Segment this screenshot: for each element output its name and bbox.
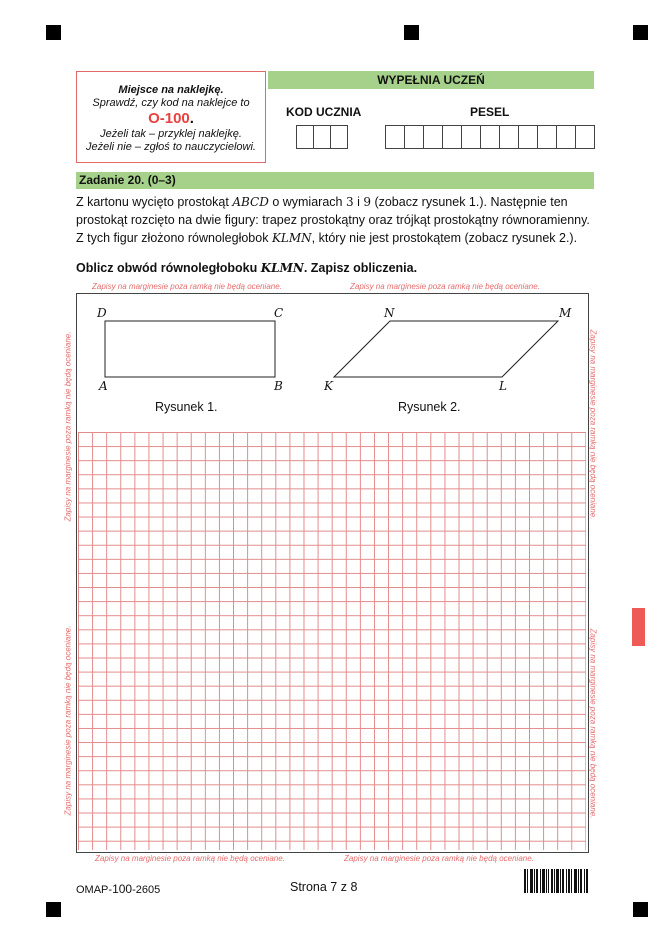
barcode-icon xyxy=(524,869,588,893)
vertex-label-n: N xyxy=(384,306,395,320)
margin-note: Zapisy na marginesie poza ramką nie będą oceniane. xyxy=(344,854,534,863)
rectangle-abcd xyxy=(105,321,275,377)
figure2-caption: Rysunek 2. xyxy=(398,400,461,414)
vertex-label-d: D xyxy=(97,306,107,320)
pesel-field[interactable] xyxy=(386,125,595,149)
registration-mark xyxy=(404,25,419,40)
vertex-label-b: B xyxy=(274,379,283,393)
sticker-box xyxy=(76,71,266,163)
registration-mark xyxy=(633,902,648,917)
task-instruction: Oblicz obwód równoległoboku KLMN. Zapisz obliczenia. xyxy=(76,261,418,275)
sticker-code: O-100. xyxy=(148,110,194,127)
answer-grid[interactable] xyxy=(78,432,586,850)
figure1-caption: Rysunek 1. xyxy=(155,400,218,414)
student-fill-header: WYPEŁNIA UCZEŃ xyxy=(268,71,594,89)
side-tab-marker xyxy=(632,608,645,646)
registration-mark xyxy=(46,902,61,917)
sticker-instruction: Sprawdź, czy kod na naklejce to xyxy=(92,97,250,109)
margin-note: Zapisy na marginesie poza ramką nie będą oceniane. xyxy=(63,331,73,522)
vertex-label-l: L xyxy=(499,379,507,393)
vertex-label-a: A xyxy=(99,379,108,393)
parallelogram-klmn xyxy=(334,321,558,377)
registration-mark xyxy=(46,25,61,40)
sticker-title: Miejsce na naklejkę. xyxy=(118,84,224,96)
margin-note: Zapisy na marginesie poza ramką nie będą oceniane. xyxy=(588,628,598,819)
pesel-label: PESEL xyxy=(470,105,510,119)
task-title: Zadanie 20. (0–3) xyxy=(76,172,594,189)
margin-note: Zapisy na marginesie poza ramką nie będą oceniane. xyxy=(95,854,285,863)
margin-note: Zapisy na marginesie poza ramką nie będą oceniane. xyxy=(350,282,540,291)
margin-note: Zapisy na marginesie poza ramką nie będą oceniane. xyxy=(588,329,598,520)
margin-note: Zapisy na marginesie poza ramką nie będą oceniane. xyxy=(92,282,282,291)
vertex-label-c: C xyxy=(274,306,284,320)
task-description: Z kartonu wycięto prostokąt ABCD o wymiarach 3 i 9 (zobacz rysunek 1.). Następnie ten prostokąt rozcięto na dwie figury: trapez prostokątny oraz trójkąt prostokątny równoramienny. Z tych figur złożono równoległobok KLMN, który nie jest prostokątem (zobacz rysunek 2.). xyxy=(76,195,590,245)
registration-mark xyxy=(633,25,648,40)
kod-ucznia-label: KOD UCZNIA xyxy=(286,105,362,119)
vertex-label-m: M xyxy=(559,306,572,320)
page-number: Strona 7 z 8 xyxy=(290,880,358,894)
exam-code: OMAP-100-2605 xyxy=(76,882,161,896)
vertex-label-k: K xyxy=(324,379,333,393)
kod-ucznia-field[interactable] xyxy=(297,125,348,149)
sticker-yes-instruction: Jeżeli tak – przyklej naklejkę. xyxy=(100,128,242,140)
sticker-no-instruction: Jeżeli nie – zgłoś to nauczycielowi. xyxy=(86,141,256,153)
margin-note: Zapisy na marginesie poza ramką nie będą oceniane. xyxy=(63,625,73,816)
